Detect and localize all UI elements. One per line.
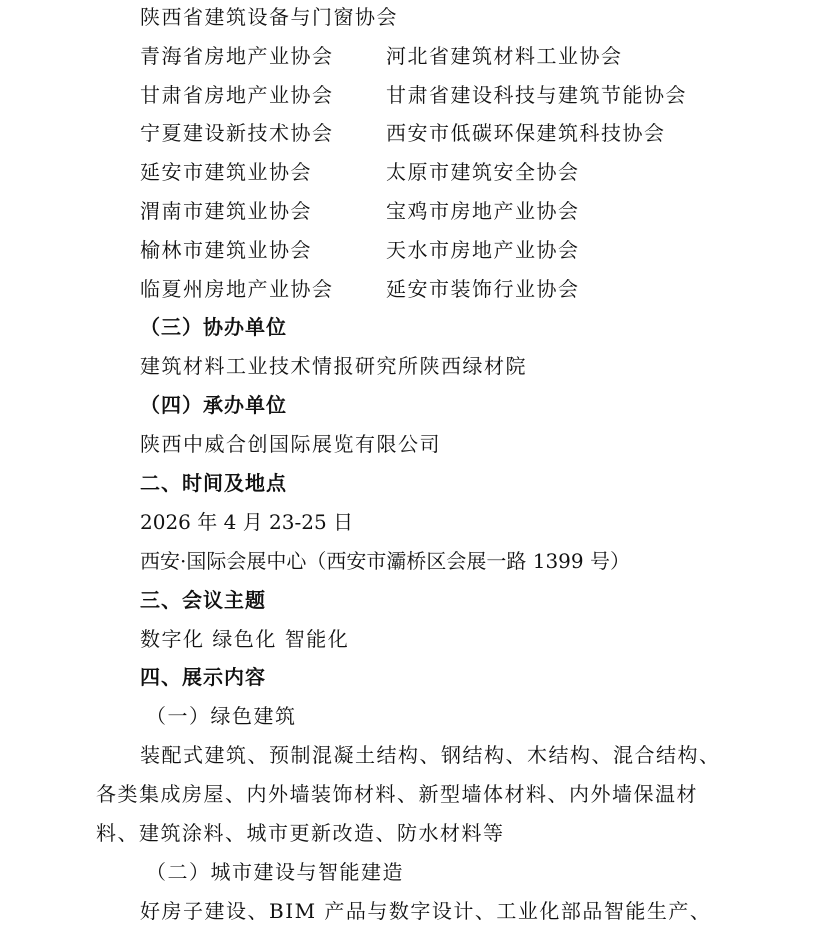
association-item: 临夏州房地产业协会 [140,277,334,301]
association-item: 太原市建筑安全协会 [386,160,580,184]
green-building-heading: （一）绿色建筑 [146,704,297,728]
smart-construction-heading: （二）城市建设与智能建造 [146,860,404,884]
association-item: 青海省房地产业协会 [140,44,334,68]
time-place-heading: 二、时间及地点 [140,471,287,495]
smart-construction-text: 好房子建设、BIM 产品与数字设计、工业化部品智能生产、 [140,899,712,923]
green-building-text: 料、建筑涂料、城市更新改造、防水材料等 [96,821,505,845]
association-item: 西安市低碳环保建筑科技协会 [386,121,666,145]
association-item: 延安市装饰行业协会 [386,277,580,301]
association-item: 宝鸡市房地产业协会 [386,199,580,223]
association-item: 延安市建筑业协会 [140,160,312,184]
green-building-text: 装配式建筑、预制混凝土结构、钢结构、木结构、混合结构、 [140,743,721,767]
association-item: 陕西省建筑设备与门窗协会 [140,5,398,29]
theme-text: 数字化 绿色化 智能化 [140,627,350,651]
event-date: 2026 年 4 月 23-25 日 [140,510,354,534]
association-item: 天水市房地产业协会 [386,238,580,262]
association-item: 渭南市建筑业协会 [140,199,312,223]
event-venue: 西安·国际会展中心（西安市灞桥区会展一路 1399 号） [140,549,630,573]
association-item: 甘肃省建设科技与建筑节能协会 [386,83,687,107]
association-item: 榆林市建筑业协会 [140,238,312,262]
undertaker-text: 陕西中威合创国际展览有限公司 [140,432,441,456]
co-organizer-heading: （三）协办单位 [140,315,287,339]
association-item: 宁夏建设新技术协会 [140,121,334,145]
association-item: 甘肃省房地产业协会 [140,83,334,107]
association-item: 河北省建筑材料工业协会 [386,44,623,68]
exhibits-heading: 四、展示内容 [140,665,266,689]
undertaker-heading: （四）承办单位 [140,393,287,417]
theme-heading: 三、会议主题 [140,588,266,612]
co-organizer-text: 建筑材料工业技术情报研究所陕西绿材院 [140,354,527,378]
green-building-text: 各类集成房屋、内外墙装饰材料、新型墙体材料、内外墙保温材 [96,782,698,806]
